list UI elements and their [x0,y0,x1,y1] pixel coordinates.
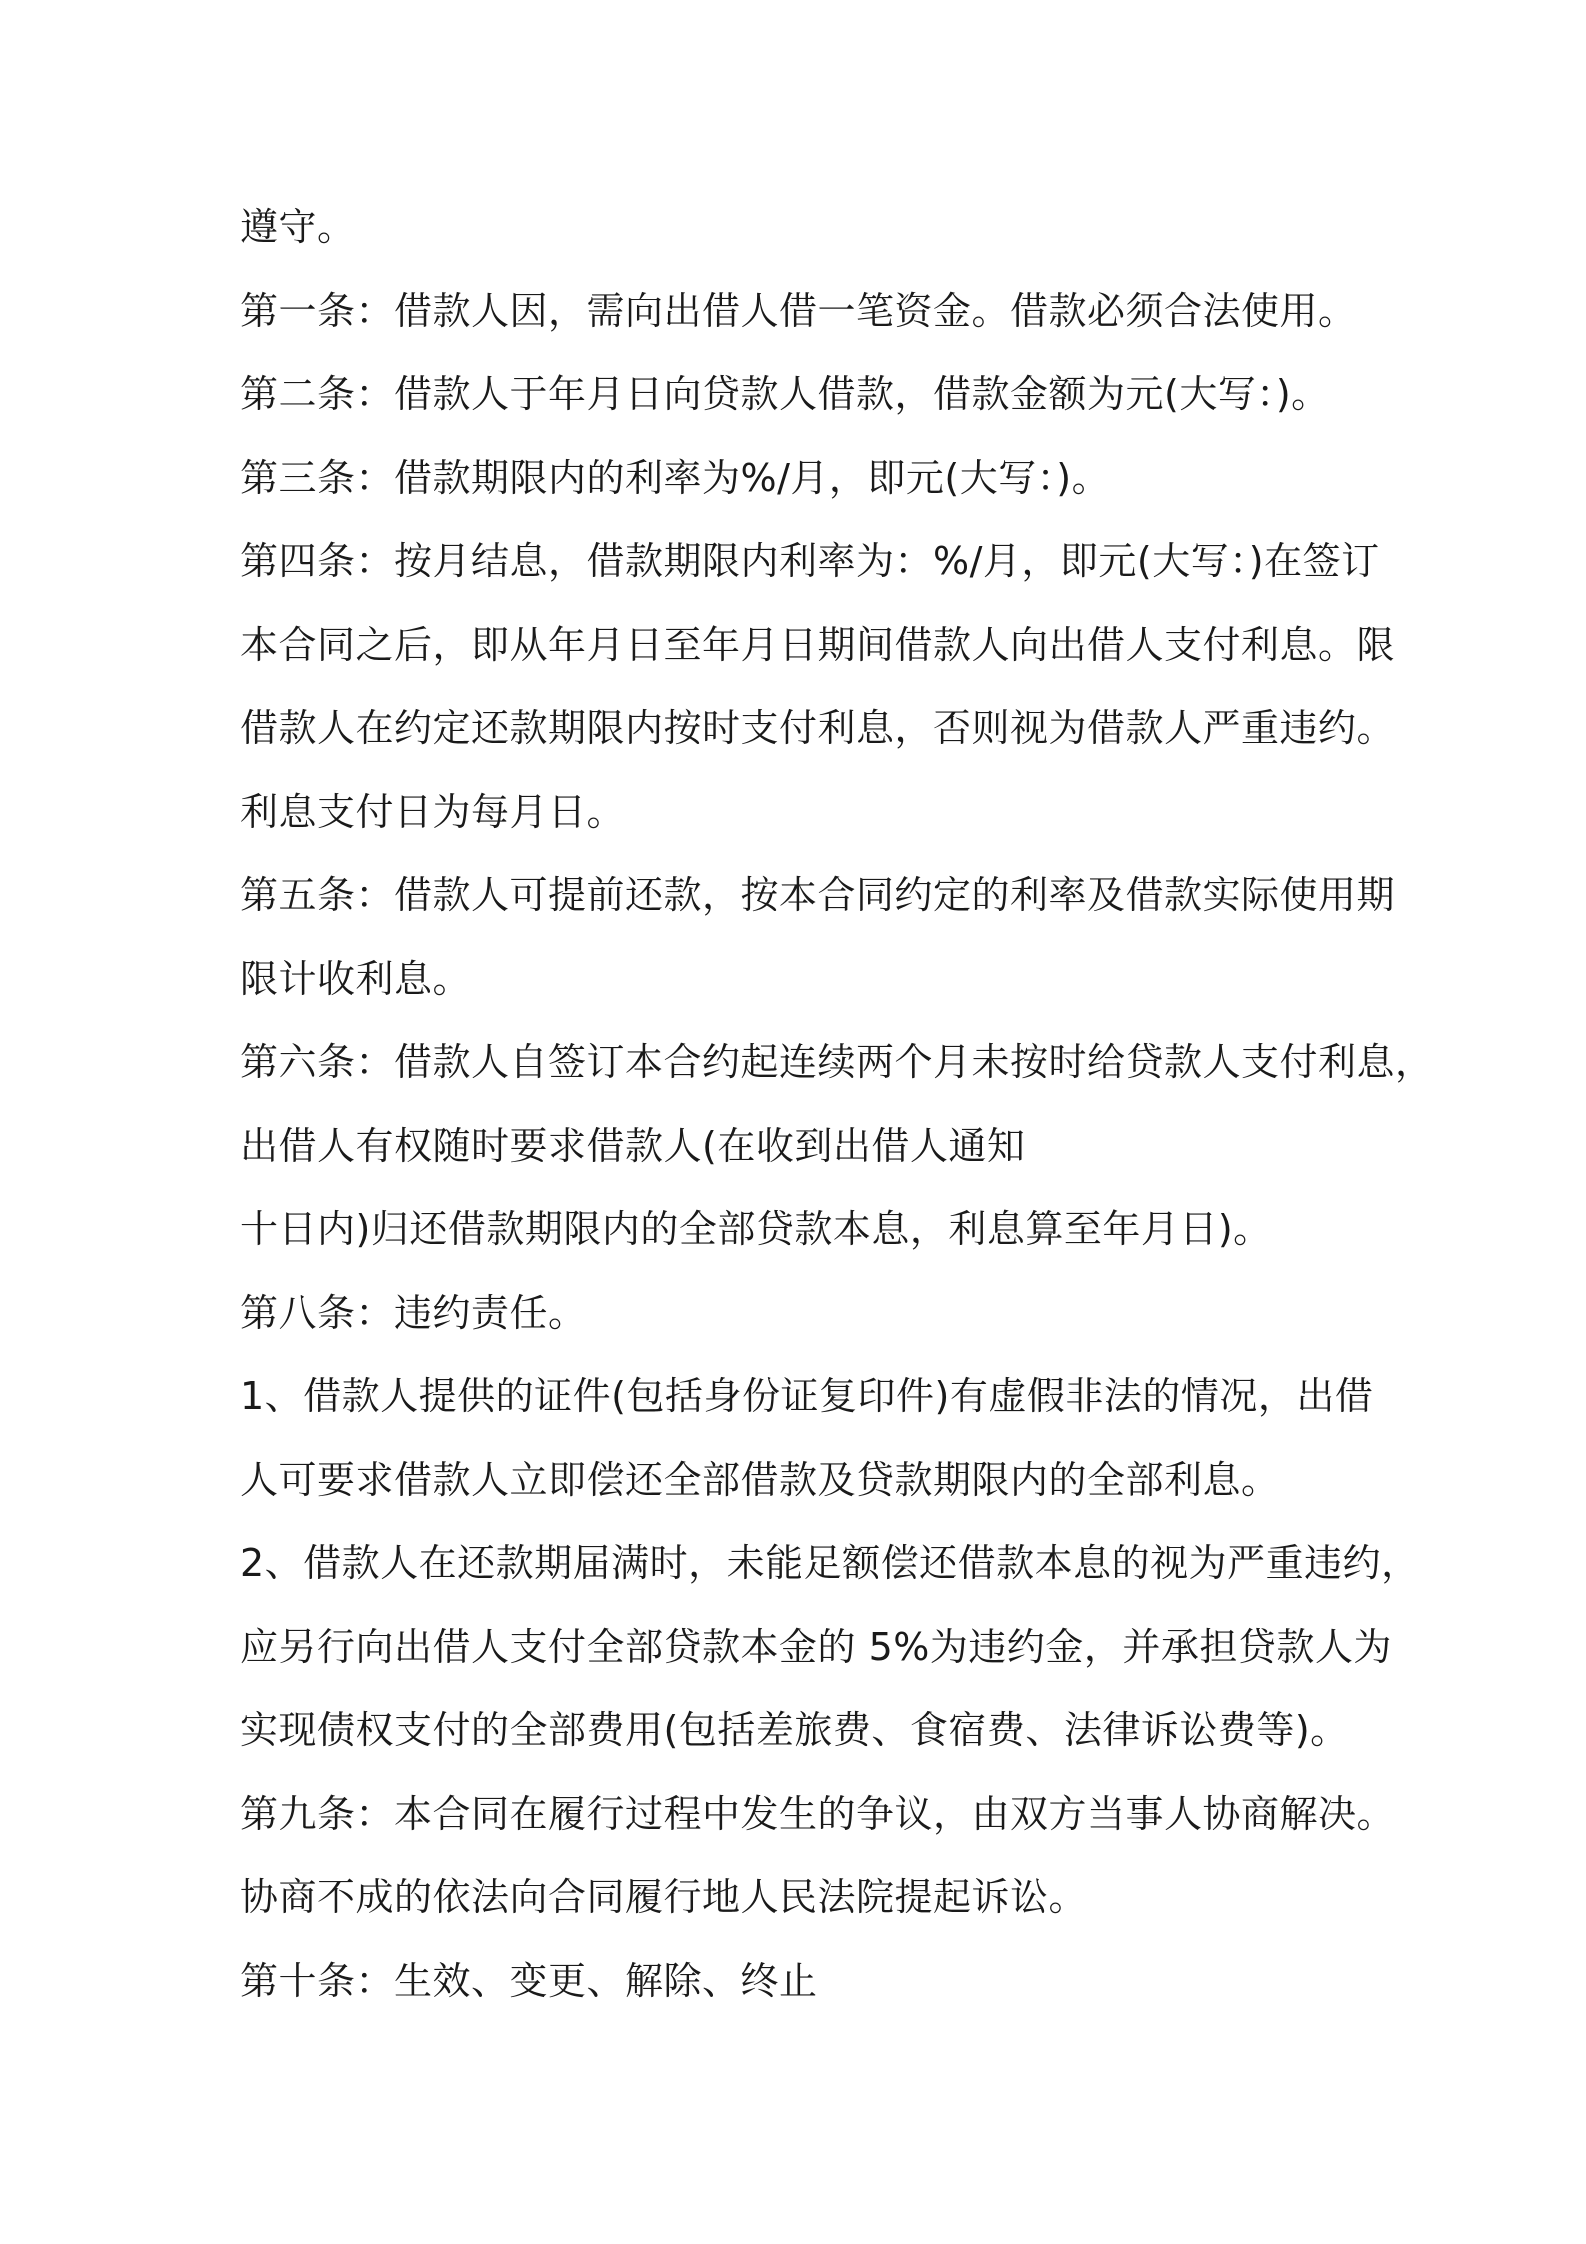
text-line: 第十条：生效、变更、解除、终止 [240,1958,818,2003]
text-line: 十日内)归还借款期限内的全部贷款本息，利息算至年月日)。 [240,1207,1272,1251]
text-line: 第八条：违约责任。 [240,1290,587,1335]
document-body [240,197,1434,2034]
text-line: 第二条：借款人于年月日向贷款人借款，借款金额为元(大写：)。 [240,372,1330,416]
text-line: 人可要求借款人立即偿还全部借款及贷款期限内的全部利息。 [240,1457,1280,1502]
text-line: 第四条：按月结息，借款期限内利率为：%/月，即元(大写：)在签订 [240,539,1380,583]
text-line: 第三条：借款期限内的利率为%/月，即元(大写：)。 [240,455,1111,500]
text-line: 第六条：借款人自签订本合约起连续两个月未按时给贷款人支付利息， [240,1040,1434,1084]
text-line: 借款人在约定还款期限内按时支付利息，否则视为借款人严重违约。 [240,706,1396,750]
text-line: 本合同之后，即从年月日至年月日期间借款人向出借人支付利息。限 [240,622,1396,667]
text-line: 第九条：本合同在履行过程中发生的争议，由双方当事人协商解决。 [240,1791,1396,1836]
text-line: 利息支付日为每月日。 [240,789,626,834]
text-line: 限计收利息。 [240,956,472,1001]
text-line: 第一条：借款人因，需向出借人借一笔资金。借款必须合法使用。 [240,288,1357,333]
text-line: 2、借款人在还款期届满时，未能足额偿还借款本息的视为严重违约， [240,1541,1420,1585]
text-line: 应另行向出借人支付全部贷款本金的 5%为违约金，并承担贷款人为 [240,1624,1392,1669]
text-line: 遵守。 [240,205,356,249]
text-line: 实现债权支付的全部费用(包括差旅费、食宿费、法律诉讼费等)。 [240,1708,1349,1752]
text-line: 1、借款人提供的证件(包括身份证复印件)有虚假非法的情况，出借 [240,1374,1374,1418]
text-line: 出借人有权随时要求借款人(在收到出借人通知 [240,1123,1026,1168]
text-line: 第五条：借款人可提前还款，按本合同约定的利率及借款实际使用期 [240,873,1396,917]
text-line: 协商不成的依法向合同履行地人民法院提起诉讼。 [240,1875,1088,1919]
